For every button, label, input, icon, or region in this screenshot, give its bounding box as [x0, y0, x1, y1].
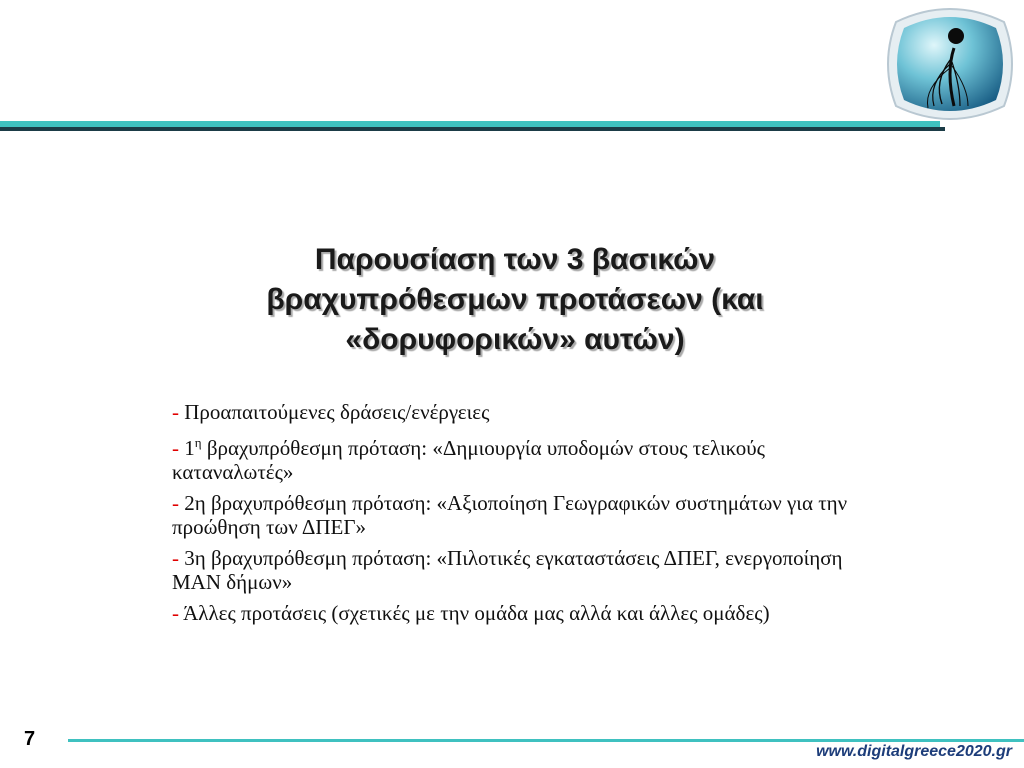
footer-divider	[68, 739, 1024, 742]
bullet-prefix: 1	[179, 436, 195, 460]
bullet-superscript: η	[194, 435, 202, 450]
bullet-text: βραχυπρόθεσμη πρόταση: «Δημιουργία υποδομών στους τελικούς καταναλωτές»	[172, 436, 765, 484]
bullet-dash: -	[172, 546, 179, 570]
page-number: 7	[24, 728, 36, 750]
bullet-text: Άλλες προτάσεις (σχετικές με την ομάδα μας αλλά και άλλες ομάδες)	[179, 601, 770, 625]
bullet-item	[172, 491, 852, 539]
bullet-dash: -	[172, 491, 179, 515]
header-accent-shadow	[0, 127, 945, 131]
bullet-text: 3η βραχυπρόθεσμη πρόταση: «Πιλοτικές εγκαταστάσεις ΔΠΕΓ, ενεργοποίηση MAN δήμων»	[172, 546, 843, 594]
bullet-item	[172, 400, 852, 424]
bullet-item	[172, 431, 852, 484]
bullet-dash: -	[172, 400, 179, 424]
slide-title-line: Παρουσίαση των 3 βασικών	[314, 243, 716, 276]
digitalgreece-logo-icon	[884, 2, 1016, 126]
bullet-item	[172, 601, 852, 625]
bullet-text: 2η βραχυπρόθεσμη πρόταση: «Αξιοποίηση Γεωγραφικών συστημάτων για την προώθηση των ΔΠΕΓ»	[172, 491, 848, 539]
slide-title-line: βραχυπρόθεσμων προτάσεων (και	[266, 283, 764, 316]
bullet-list	[172, 400, 852, 632]
footer-url: www.digitalgreece2020.gr	[816, 743, 1012, 760]
slide-title	[150, 240, 880, 360]
slide-title-line: «δορυφορικών» αυτών)	[345, 323, 685, 356]
bullet-dash: -	[172, 601, 179, 625]
bullet-text: Προαπαιτούμενες δράσεις/ενέργειες	[179, 400, 490, 424]
bullet-dash: -	[172, 436, 179, 460]
bullet-item	[172, 546, 852, 594]
